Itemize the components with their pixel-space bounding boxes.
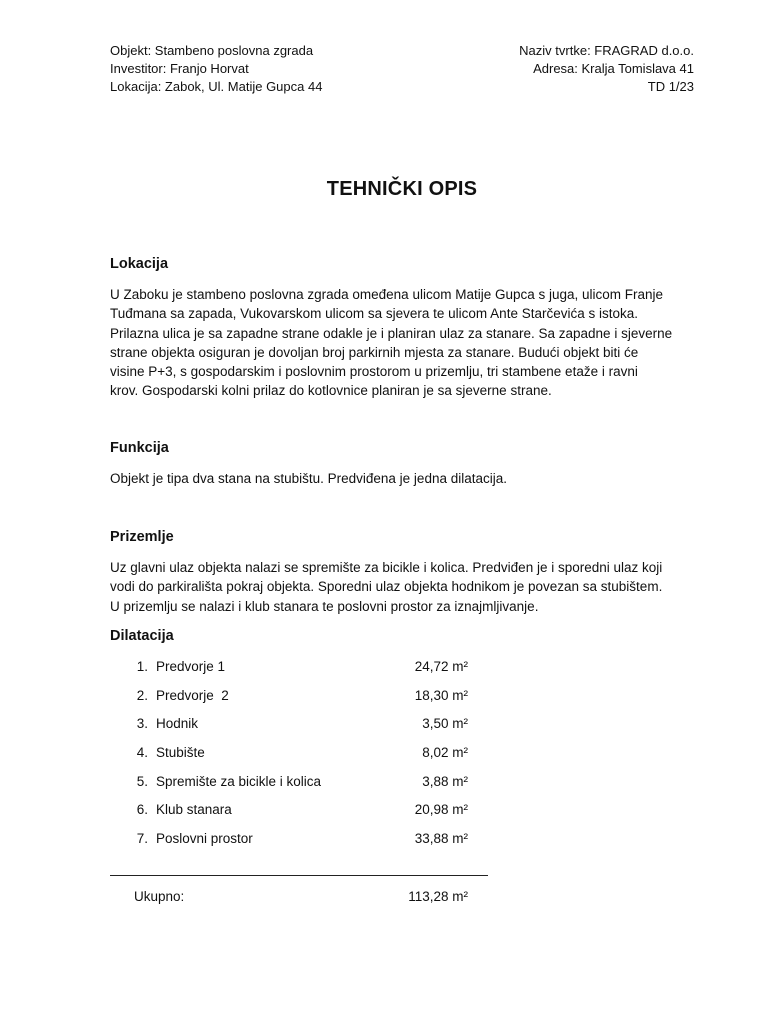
room-name: Poslovni prostor	[156, 831, 253, 847]
room-number: 6.	[136, 802, 148, 818]
total-value: 113,28 m²	[408, 889, 468, 904]
list-item	[110, 800, 490, 829]
paragraph-line: visine P+3, s gospodarskim i poslovnim prostorom u prizemlju, tri stambene etaže i ravni	[110, 364, 638, 380]
room-number: 4.	[136, 745, 148, 761]
heading-lokacija: Lokacija	[110, 256, 169, 272]
header-company: Naziv tvrtke: FRAGRAD d.o.o.	[519, 43, 694, 58]
room-name: Predvorje 1	[156, 659, 226, 674]
room-area: 24,72 m²	[414, 659, 468, 674]
paragraph-prizemlje	[110, 558, 700, 616]
document-title: TEHNIČKI OPIS	[326, 178, 478, 200]
header-right-block	[519, 42, 694, 96]
room-area: 20,98 m²	[414, 802, 468, 818]
paragraph-line: Uz glavni ulaz objekta nalazi se spremište za bicikle i kolica. Predviđen je i sporedni ulaz koji	[110, 560, 663, 575]
paragraph-lokacija	[110, 285, 700, 401]
room-area: 8,02 m²	[422, 745, 468, 761]
room-number: 3.	[136, 716, 148, 732]
header-object: Objekt: Stambeno poslovna zgrada	[110, 43, 314, 58]
room-area: 3,50 m²	[422, 716, 468, 732]
total-row	[110, 887, 490, 909]
room-number: 7.	[136, 831, 148, 847]
paragraph-line: U prizemlju se nalazi i klub stanara te poslovni prostor za iznajmljivanje.	[110, 598, 539, 614]
paragraph-funkcija	[110, 469, 700, 488]
paragraph-line: Objekt je tipa dva stana na stubištu. Predviđena je jedna dilatacija.	[110, 471, 507, 486]
list-item	[110, 657, 490, 686]
room-name: Hodnik	[156, 716, 199, 732]
room-number: 5.	[136, 773, 148, 789]
heading-prizemlje: Prizemlje	[110, 529, 174, 545]
paragraph-line: Tuđmana sa zapada, Vukovarskom ulicom sa sjevera te ulicom Ante Starčevića s istoka.	[110, 306, 638, 322]
total-divider	[110, 875, 488, 876]
list-item	[110, 772, 490, 801]
room-name: Spremište za bicikle i kolica	[156, 773, 322, 789]
header-doc-number: TD 1/23	[647, 79, 694, 94]
header-location: Lokacija: Zabok, Ul. Matije Gupca 44	[110, 79, 323, 94]
list-item	[110, 686, 490, 715]
list-item	[110, 714, 490, 743]
room-area: 18,30 m²	[414, 687, 468, 703]
paragraph-line: krov. Gospodarski kolni prilaz do kotlovnice planiran je sa sjeverne strane.	[110, 383, 552, 399]
header-address: Adresa: Kralja Tomislava 41	[533, 61, 694, 76]
room-name: Stubište	[156, 745, 205, 761]
header-investor: Investitor: Franjo Horvat	[110, 61, 249, 76]
paragraph-line: Prilazna ulica je sa zapadne strane odakle je i planiran ulaz za stanare. Sa zapadne i sjeverne	[110, 325, 673, 341]
room-name: Predvorje 2	[156, 687, 229, 703]
room-list	[110, 657, 490, 858]
room-area: 33,88 m²	[414, 831, 468, 847]
heading-funkcija: Funkcija	[110, 440, 169, 456]
room-name: Klub stanara	[156, 802, 232, 818]
room-number: 1.	[136, 659, 148, 674]
list-item	[110, 829, 490, 858]
paragraph-line: strane objekta osiguran je dovoljan broj parkirnih mjesta za stanare. Budući objekt biti će	[110, 344, 639, 360]
total-label: Ukupno:	[134, 889, 185, 904]
room-area: 3,88 m²	[422, 773, 468, 789]
header-left-block	[110, 42, 322, 96]
paragraph-line: vodi do parkirališta pokraj objekta. Sporedni ulaz objekta hodnikom je povezan sa stubištem.	[110, 579, 663, 595]
room-number: 2.	[136, 687, 148, 703]
list-item	[110, 743, 490, 772]
paragraph-line: U Zaboku je stambeno poslovna zgrada omeđena ulicom Matije Gupca s juga, ulicom Franje	[110, 287, 664, 302]
heading-dilatacija: Dilatacija	[110, 628, 174, 644]
